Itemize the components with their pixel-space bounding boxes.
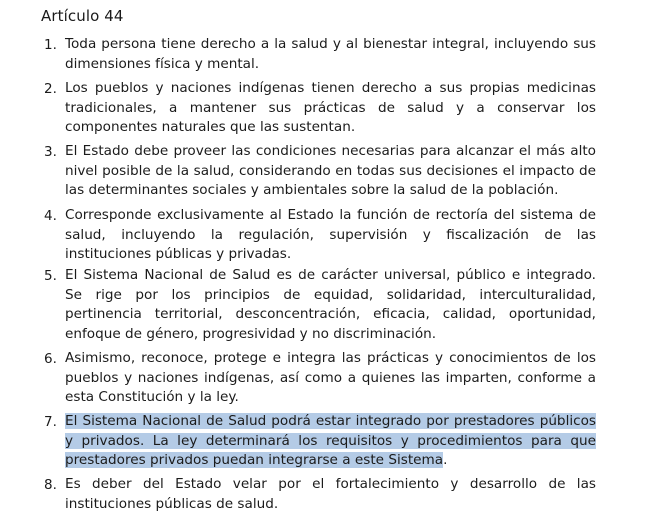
item-number: 3. [44, 144, 57, 160]
item-text: El Estado debe proveer las condiciones necesarias para alcanzar el más alto nivel posible de la salud, considerando en todas sus decisiones el impacto de las determinantes sociales y ambientales sobre la salud de la población. [65, 143, 596, 199]
item-number: 7. [44, 414, 57, 430]
item-number: 2. [44, 81, 57, 97]
item-text-tail: . [443, 452, 448, 469]
item-number: 5. [44, 268, 57, 284]
item-number: 8. [44, 477, 57, 493]
item-number: 1. [44, 37, 57, 53]
item-text: Es deber del Estado velar por el fortalecimiento y desarrollo de las instituciones públicas de salud. [65, 476, 596, 512]
item-number: 4. [44, 208, 57, 224]
selected-text-highlight[interactable]: El Sistema Nacional de Salud podrá estar integrado por prestadores públicos y privados. La ley determinará los requisitos y procedimientos para que prestadores privados puedan integrarse a este Sistema [65, 413, 596, 469]
article-title: Artículo 44 [41, 7, 124, 25]
item-text: Los pueblos y naciones indígenas tienen derecho a sus propias medicinas tradicionales, a mantener sus prácticas de salud y a conservar los componentes naturales que las sustentan. [65, 80, 596, 136]
item-number: 6. [44, 351, 57, 367]
item-text: El Sistema Nacional de Salud es de carácter universal, público e integrado. Se rige por los principios de equidad, solidaridad, interculturalidad, pertinencia territorial, desconcentración, eficacia, calidad, oportunidad, enfoque de género, progresividad y no discriminación. [65, 267, 596, 342]
item-text: Corresponde exclusivamente al Estado la función de rectoría del sistema de salud, incluyendo la regulación, supervisión y fiscalización de las instituciones públicas y privadas. [65, 207, 596, 263]
item-text: Toda persona tiene derecho a la salud y al bienestar integral, incluyendo sus dimensiones física y mental. [65, 36, 596, 72]
item-text [65, 412, 596, 471]
item-text: Asimismo, reconoce, protege e integra las prácticas y conocimientos de los pueblos y naciones indígenas, así como a quienes las imparten, conforme a esta Constitución y la ley. [65, 350, 596, 406]
